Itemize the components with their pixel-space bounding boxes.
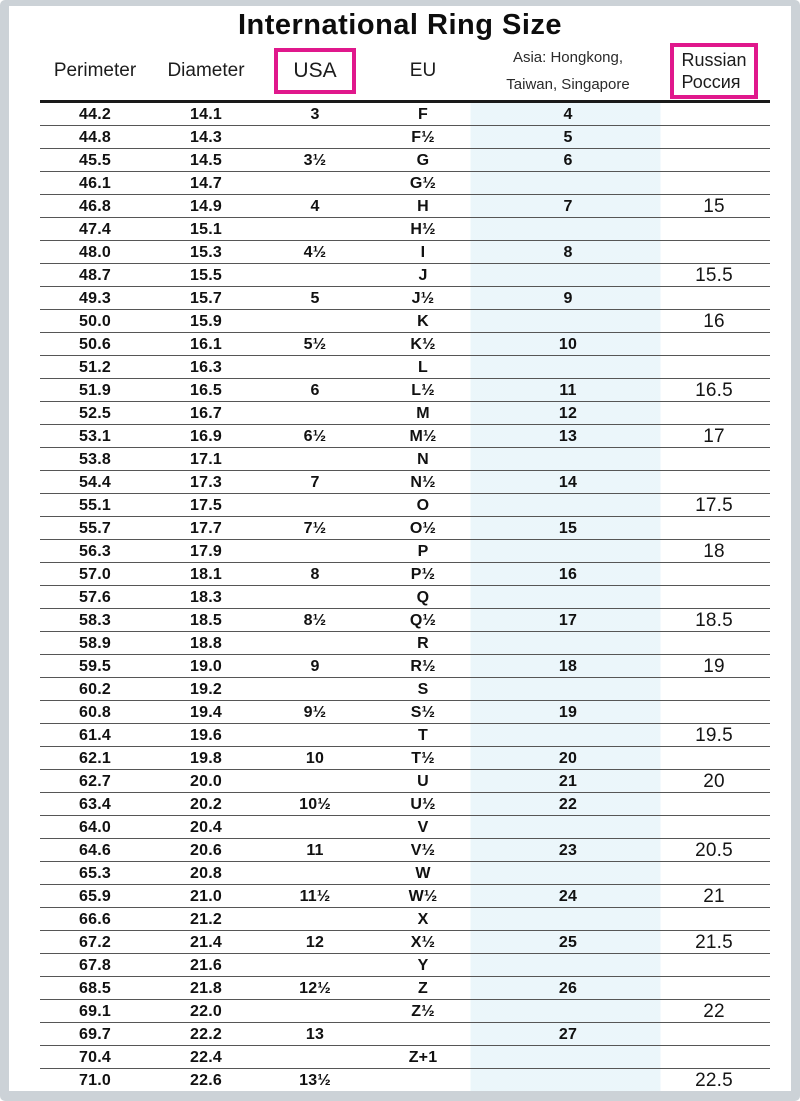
table-cell: 20.2: [190, 795, 222, 813]
table-row: [40, 977, 770, 1000]
table-cell: 15: [703, 195, 725, 217]
table-row: [40, 241, 770, 264]
table-cell: 65.9: [79, 887, 111, 905]
table-cell: 19.2: [190, 680, 222, 698]
table-cell: 44.8: [79, 128, 111, 146]
column-header-asia: [478, 44, 658, 98]
table-cell: 69.7: [79, 1025, 111, 1043]
table-row: [40, 195, 770, 218]
table-row: [40, 1069, 770, 1091]
table-cell: 22: [703, 1000, 725, 1022]
table-cell: 4: [310, 197, 320, 215]
table-cell: N: [417, 450, 429, 468]
table-cell: 15.1: [190, 220, 222, 238]
column-header-perimeter: Perimeter: [53, 60, 137, 81]
table-cell: 21: [558, 772, 578, 790]
table-cell: 20: [558, 749, 578, 767]
usa-highlight-box: USA: [274, 48, 355, 94]
table-cell: 21.6: [190, 956, 222, 974]
table-cell: 25: [558, 933, 578, 951]
russian-header-line2: Россия: [681, 72, 741, 92]
table-cell: V: [417, 818, 429, 836]
table-cell: 47.4: [79, 220, 111, 238]
table-cell: T½: [411, 749, 435, 767]
table-row: [40, 954, 770, 977]
table-row: [40, 563, 770, 586]
table-cell: 48.0: [79, 243, 111, 261]
table-cell: 55.1: [79, 496, 111, 514]
table-row: [40, 149, 770, 172]
table-cell: 11½: [299, 887, 331, 905]
table-row: [40, 333, 770, 356]
table-cell: 19.6: [190, 726, 222, 744]
table-cell: 6: [310, 381, 320, 399]
table-cell: 21: [703, 885, 725, 907]
table-row: [40, 287, 770, 310]
table-cell: 16.9: [190, 427, 222, 445]
table-cell: 9½: [303, 703, 327, 721]
table-cell: 62.1: [79, 749, 111, 767]
table-row: [40, 379, 770, 402]
table-cell: 18: [558, 657, 578, 675]
table-cell: 16.3: [190, 358, 222, 376]
table-cell: 5: [563, 128, 573, 146]
table-cell: 56.3: [79, 542, 111, 560]
table-cell: G½: [409, 174, 437, 192]
table-cell: 17.5: [190, 496, 222, 514]
table-cell: 60.2: [79, 680, 111, 698]
table-cell: 46.1: [79, 174, 111, 192]
table-cell: 10: [305, 749, 325, 767]
table-cell: 14.7: [190, 174, 222, 192]
table-cell: 49.3: [79, 289, 111, 307]
table-row: [40, 678, 770, 701]
table-cell: H½: [410, 220, 436, 238]
table-cell: 8½: [303, 611, 327, 629]
table-cell: 15.3: [190, 243, 222, 261]
table-cell: 17.5: [695, 494, 733, 516]
table-cell: 21.0: [190, 887, 222, 905]
table-row: [40, 540, 770, 563]
table-cell: 3½: [303, 151, 327, 169]
table-cell: 57.0: [79, 565, 111, 583]
table-cell: S½: [410, 703, 436, 721]
table-cell: 17.3: [190, 473, 222, 491]
table-cell: 16.7: [190, 404, 222, 422]
table-cell: 59.5: [79, 657, 111, 675]
table-row: [40, 862, 770, 885]
table-cell: R: [417, 634, 429, 652]
ring-size-table: [40, 100, 770, 1091]
table-cell: 5½: [303, 335, 327, 353]
table-cell: J½: [411, 289, 435, 307]
table-cell: 18.5: [190, 611, 222, 629]
table-cell: 26: [558, 979, 578, 997]
table-cell: 15.9: [190, 312, 222, 330]
table-cell: Q½: [409, 611, 437, 629]
table-cell: 19.4: [190, 703, 222, 721]
table-row: [40, 931, 770, 954]
column-header-usa: [262, 48, 368, 94]
table-cell: O: [416, 496, 430, 514]
table-cell: 67.8: [79, 956, 111, 974]
table-cell: 10: [558, 335, 578, 353]
table-cell: U½: [410, 795, 436, 813]
table-row: [40, 126, 770, 149]
table-cell: 58.3: [79, 611, 111, 629]
table-cell: 11: [559, 381, 577, 399]
table-row: [40, 908, 770, 931]
table-row: [40, 586, 770, 609]
russian-header-line1: Russian: [681, 50, 747, 70]
table-cell: 22.4: [190, 1048, 222, 1066]
table-cell: 21.8: [190, 979, 222, 997]
table-cell: 16: [703, 310, 725, 332]
table-cell: 17.1: [190, 450, 222, 468]
table-cell: 14: [558, 473, 578, 491]
table-cell: 8: [563, 243, 573, 261]
table-cell: 23: [558, 841, 578, 859]
table-row: [40, 103, 770, 126]
table-cell: 12: [558, 404, 578, 422]
table-row: [40, 1023, 770, 1046]
table-row: [40, 471, 770, 494]
table-cell: 17: [703, 425, 725, 447]
table-cell: 63.4: [79, 795, 111, 813]
page-title: International Ring Size: [237, 9, 563, 41]
table-row: [40, 218, 770, 241]
table-cell: 19.5: [695, 724, 733, 746]
table-row: [40, 816, 770, 839]
table-cell: 17.7: [190, 519, 222, 537]
table-row: [40, 172, 770, 195]
table-cell: 14.3: [190, 128, 222, 146]
table-row: [40, 770, 770, 793]
table-cell: 58.9: [79, 634, 111, 652]
table-cell: 60.8: [79, 703, 111, 721]
table-cell: 18.3: [190, 588, 222, 606]
table-cell: 14.1: [190, 105, 222, 123]
table-cell: 65.3: [79, 864, 111, 882]
table-cell: X: [417, 910, 429, 928]
table-row: [40, 494, 770, 517]
ring-size-sheet: [9, 6, 791, 1091]
table-cell: 20.8: [190, 864, 222, 882]
table-cell: 55.7: [79, 519, 111, 537]
table-cell: 4: [563, 105, 573, 123]
table-cell: 16: [558, 565, 578, 583]
table-row: [40, 356, 770, 379]
table-cell: 12: [305, 933, 325, 951]
table-cell: 71.0: [79, 1071, 111, 1089]
table-cell: 9: [310, 657, 320, 675]
table-row: [40, 747, 770, 770]
table-cell: K½: [410, 335, 436, 353]
table-cell: H: [417, 197, 429, 215]
table-cell: 21.2: [190, 910, 222, 928]
table-cell: 11: [306, 841, 324, 859]
table-cell: 50.6: [79, 335, 111, 353]
table-cell: 13½: [299, 1071, 331, 1089]
table-row: [40, 517, 770, 540]
asia-header-line2: Taiwan, Singapore: [506, 76, 630, 93]
table-cell: 69.1: [79, 1002, 111, 1020]
table-cell: 6: [563, 151, 573, 169]
table-cell: I: [420, 243, 426, 261]
table-cell: T: [418, 726, 428, 744]
table-cell: 21.4: [190, 933, 222, 951]
column-header-diameter: Diameter: [167, 60, 245, 81]
table-cell: 18.8: [190, 634, 222, 652]
table-cell: 10½: [299, 795, 331, 813]
table-cell: J: [418, 266, 428, 284]
table-row: [40, 793, 770, 816]
table-cell: 21.5: [695, 931, 733, 953]
table-cell: 15.5: [695, 264, 733, 286]
table-cell: 24: [558, 887, 578, 905]
table-cell: 67.2: [79, 933, 111, 951]
table-cell: 22.0: [190, 1002, 222, 1020]
table-row: [40, 448, 770, 471]
table-cell: 66.6: [79, 910, 111, 928]
table-cell: 48.7: [79, 266, 111, 284]
table-row: [40, 1046, 770, 1069]
table-row: [40, 655, 770, 678]
table-cell: N½: [410, 473, 436, 491]
table-row: [40, 885, 770, 908]
table-cell: 17: [558, 611, 578, 629]
table-cell: 22.6: [190, 1071, 222, 1089]
table-cell: 16.5: [190, 381, 222, 399]
table-cell: Q: [416, 588, 430, 606]
table-cell: 3: [310, 105, 320, 123]
table-cell: 20: [703, 770, 725, 792]
table-cell: 15.7: [190, 289, 222, 307]
table-row: [40, 632, 770, 655]
table-cell: Z+1: [408, 1048, 438, 1066]
table-row: [40, 310, 770, 333]
table-cell: 53.1: [79, 427, 111, 445]
table-cell: U: [417, 772, 429, 790]
table-cell: 16.5: [695, 379, 733, 401]
table-cell: 8: [310, 565, 320, 583]
table-cell: 70.4: [79, 1048, 111, 1066]
table-cell: 51.2: [79, 358, 111, 376]
table-cell: 51.9: [79, 381, 111, 399]
table-cell: 68.5: [79, 979, 111, 997]
table-cell: M: [416, 404, 430, 422]
table-cell: M½: [409, 427, 437, 445]
table-cell: 50.0: [79, 312, 111, 330]
table-cell: S: [417, 680, 429, 698]
table-cell: P½: [410, 565, 436, 583]
table-cell: G: [416, 151, 430, 169]
table-cell: 9: [563, 289, 573, 307]
table-row: [40, 402, 770, 425]
table-cell: 54.4: [79, 473, 111, 491]
table-cell: 7: [310, 473, 320, 491]
table-cell: L: [418, 358, 428, 376]
table-cell: Z: [418, 979, 428, 997]
table-cell: 44.2: [79, 105, 111, 123]
table-cell: 53.8: [79, 450, 111, 468]
table-cell: 4½: [303, 243, 327, 261]
column-header-russian: [658, 43, 770, 99]
table-row: [40, 701, 770, 724]
table-cell: 27: [558, 1025, 578, 1043]
table-cell: 19.8: [190, 749, 222, 767]
table-cell: 20.4: [190, 818, 222, 836]
table-cell: 19: [558, 703, 578, 721]
table-cell: 14.9: [190, 197, 222, 215]
table-cell: 22.2: [190, 1025, 222, 1043]
table-cell: 57.6: [79, 588, 111, 606]
table-cell: 15: [558, 519, 578, 537]
table-cell: 16.1: [190, 335, 222, 353]
table-cell: F½: [411, 128, 435, 146]
table-header-row: [40, 42, 770, 100]
table-cell: 6½: [303, 427, 327, 445]
table-row: [40, 839, 770, 862]
table-cell: W: [415, 864, 431, 882]
table-cell: 18: [703, 540, 725, 562]
table-row: [40, 609, 770, 632]
table-cell: O½: [409, 519, 437, 537]
table-cell: X½: [410, 933, 436, 951]
asia-header-line1: Asia: Hongkong,: [512, 49, 624, 66]
table-cell: V½: [410, 841, 436, 859]
table-cell: Y: [417, 956, 429, 974]
table-cell: 19: [703, 655, 725, 677]
table-cell: L½: [411, 381, 435, 399]
table-cell: 20.6: [190, 841, 222, 859]
table-cell: 17.9: [190, 542, 222, 560]
table-cell: 18.1: [190, 565, 222, 583]
table-cell: P: [417, 542, 429, 560]
table-cell: 12½: [299, 979, 331, 997]
table-cell: K: [417, 312, 429, 330]
table-row: [40, 724, 770, 747]
table-row: [40, 264, 770, 287]
table-row: [40, 1000, 770, 1023]
table-cell: 18.5: [695, 609, 733, 631]
table-row: [40, 425, 770, 448]
table-cell: 64.0: [79, 818, 111, 836]
column-header-eu: EU: [409, 60, 437, 81]
table-cell: 22.5: [695, 1069, 733, 1091]
table-cell: 62.7: [79, 772, 111, 790]
table-cell: W½: [408, 887, 438, 905]
table-cell: 22: [558, 795, 578, 813]
table-cell: 19.0: [190, 657, 222, 675]
table-cell: 7: [563, 197, 573, 215]
table-cell: 13: [558, 427, 578, 445]
table-cell: 20.5: [695, 839, 733, 861]
table-cell: 52.5: [79, 404, 111, 422]
table-cell: 7½: [303, 519, 327, 537]
table-cell: R½: [410, 657, 436, 675]
table-cell: F: [418, 105, 428, 123]
table-cell: 61.4: [79, 726, 111, 744]
table-cell: Z½: [411, 1002, 435, 1020]
table-cell: 46.8: [79, 197, 111, 215]
table-cell: 45.5: [79, 151, 111, 169]
table-cell: 13: [305, 1025, 325, 1043]
table-cell: 5: [310, 289, 320, 307]
table-cell: 14.5: [190, 151, 222, 169]
table-cell: 64.6: [79, 841, 111, 859]
table-cell: 20.0: [190, 772, 222, 790]
table-cell: 15.5: [190, 266, 222, 284]
russian-highlight-box: [670, 43, 757, 99]
